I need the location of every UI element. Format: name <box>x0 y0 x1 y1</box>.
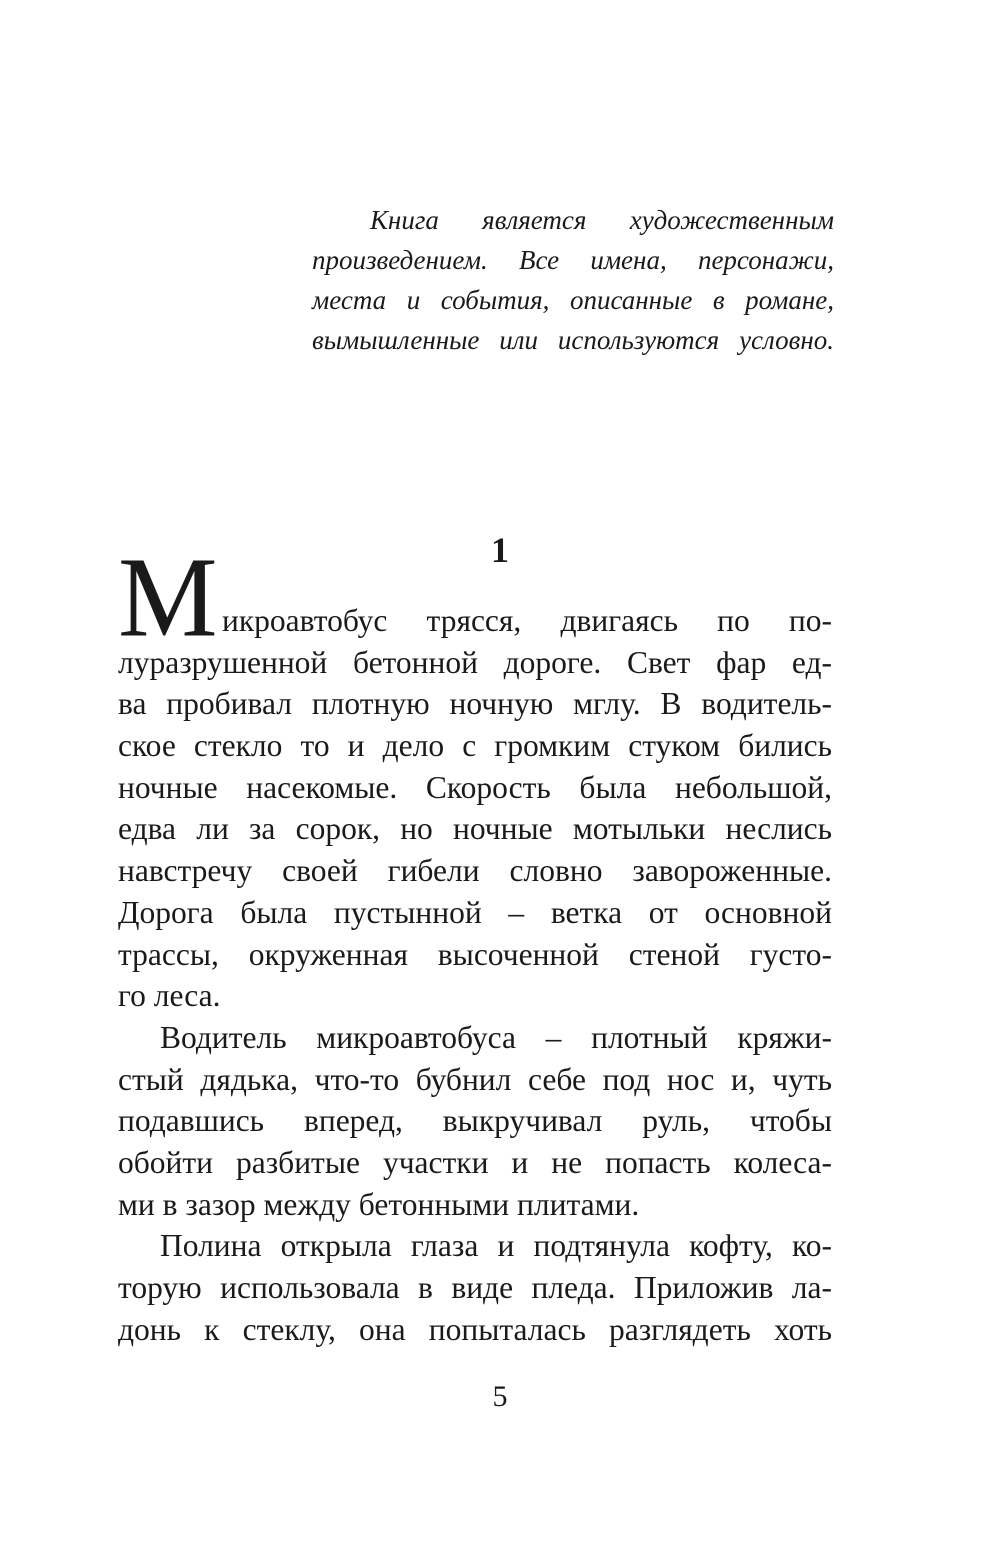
text-line: икроавтобус трясся, двигаясь по по- <box>222 603 832 638</box>
text-line: Водитель микроавтобуса – плотный кряжи- <box>160 1019 832 1055</box>
paragraph <box>118 1017 832 1225</box>
text-line: торую использовала в виде пледа. Приложив ла- <box>118 1270 832 1305</box>
text-line: ночные насекомые. Скорость была небольшой, <box>118 769 832 805</box>
text-line: обойти разбитые участки и не попасть колеса- <box>118 1144 832 1180</box>
text-line: Полина открыла глаза и подтянула кофту, ко- <box>160 1228 832 1264</box>
paragraph <box>118 600 832 1017</box>
paragraph <box>118 1225 832 1350</box>
epigraph-line: произведением. Все имена, персонажи, <box>312 245 834 275</box>
chapter-body <box>118 600 832 1350</box>
text-line: ва пробивал плотную ночную мглу. В водитель- <box>118 686 832 722</box>
page-number: 5 <box>492 1380 508 1413</box>
text-line: го леса. <box>118 978 221 1014</box>
text-line: Дорога была пустынной – ветка от основной <box>118 894 832 930</box>
text-line: стый дядька, что-то бубнил себе под нос и, чуть <box>118 1061 832 1097</box>
text-line: едва ли за сорок, но ночные мотыльки неслись <box>118 811 832 847</box>
text-line: донь к стеклу, она попыталась разглядеть хоть <box>118 1311 832 1347</box>
chapter-number: 1 <box>491 530 509 570</box>
text-line: ское стекло то и дело с громким стуком бились <box>118 728 832 764</box>
text-line: трассы, окруженная высоченной стеной густо- <box>118 936 832 972</box>
epigraph-line: места и события, описанные в романе, <box>312 285 834 315</box>
epigraph-line: вымышленные или используются условно. <box>312 325 834 355</box>
epigraph-disclaimer <box>312 200 834 360</box>
drop-cap-letter: М <box>118 534 218 662</box>
epigraph-line: Книга является художественным <box>370 205 834 235</box>
text-line: подавшись вперед, выкручивал руль, чтобы <box>118 1103 832 1139</box>
text-line: ми в зазор между бетонными плитами. <box>118 1186 640 1222</box>
text-line: луразрушенной бетонной дороге. Свет фар ед- <box>118 644 832 680</box>
text-line: навстречу своей гибели словно завороженные. <box>118 853 832 889</box>
